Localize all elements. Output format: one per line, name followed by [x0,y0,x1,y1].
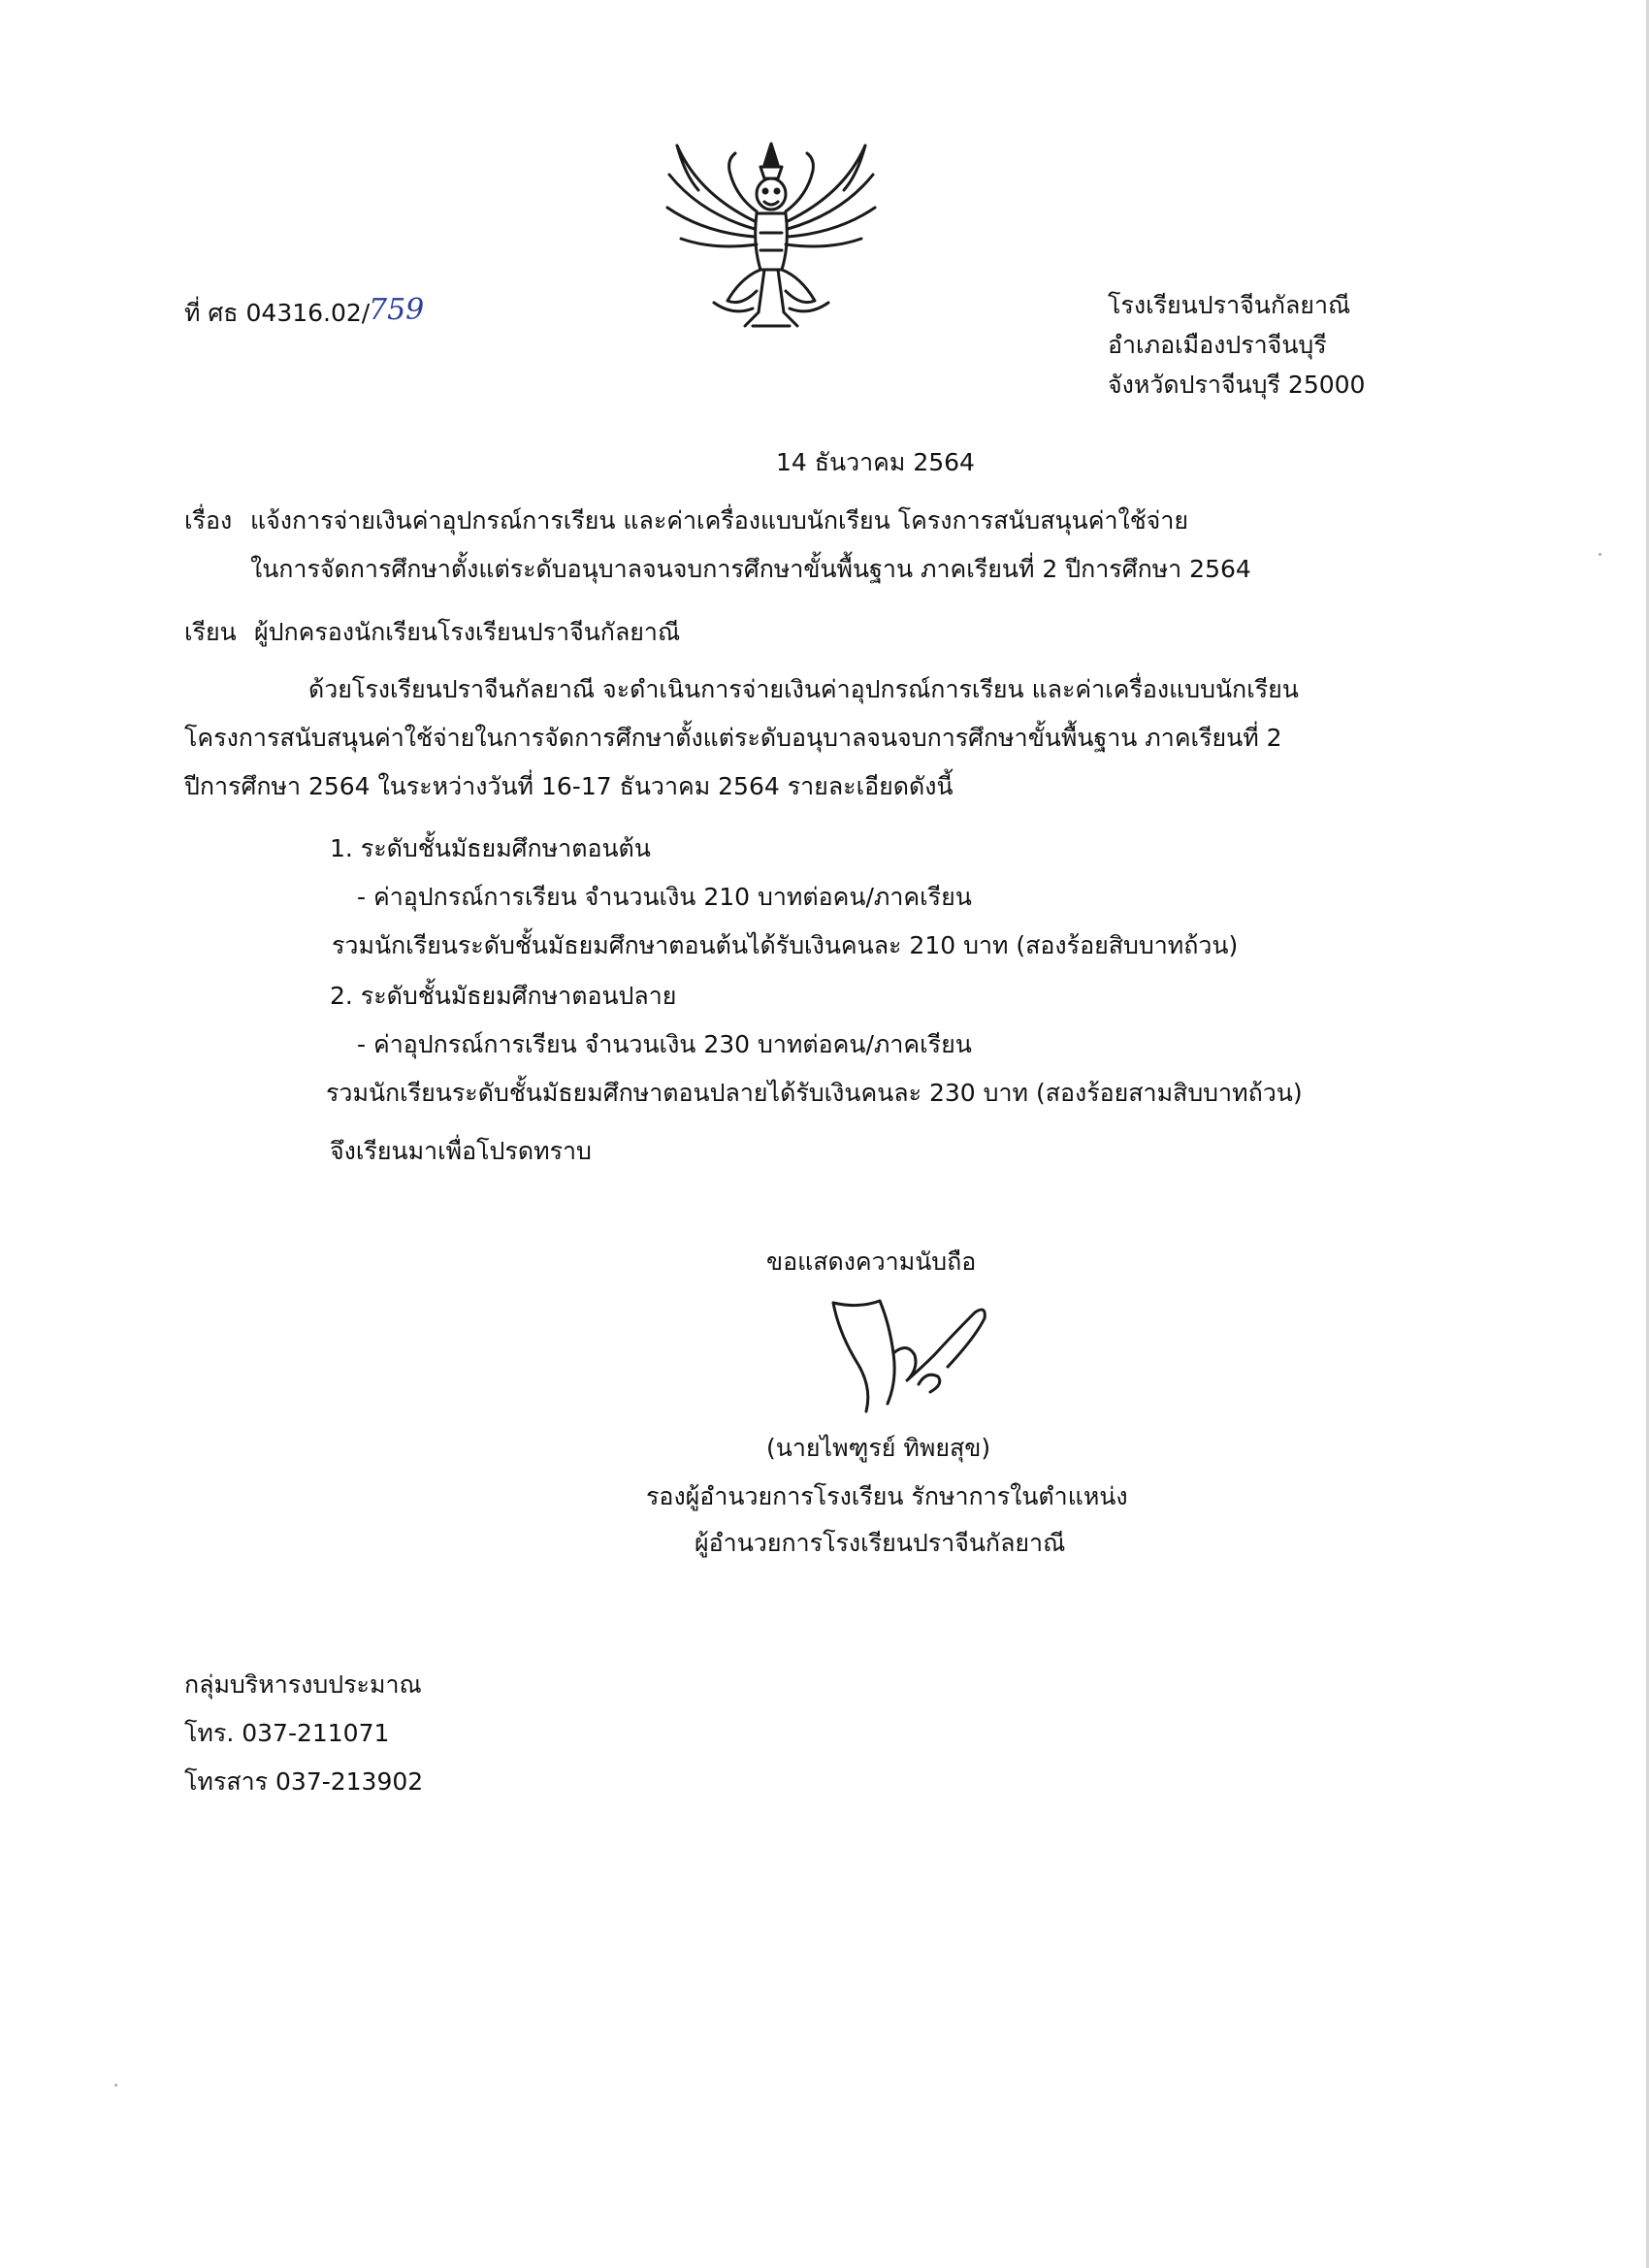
item-1-total: รวมนักเรียนระดับชั้นมัธยมศึกษาตอนต้นได้รับเงินคนละ 210 บาท (สองร้อยสิบบาทถ้วน) [332,931,1239,959]
school-address [1108,291,1365,410]
recipient-text: ผู้ปกครองนักเรียนโรงเรียนปราจีนกัลยาณี [254,618,681,646]
garuda-emblem [660,136,883,335]
school-name: โรงเรียนปราจีนกัลยาณี [1108,291,1351,319]
scan-speck [114,2084,117,2087]
reference-number: ที่ ศธ 04316.02/ [184,299,371,327]
footer-fax: โทรสาร 037-213902 [184,1767,424,1796]
item-2-title: 2. ระดับชั้นมัธยมศึกษาตอนปลาย [330,982,677,1010]
item-2-total: รวมนักเรียนระดับชั้นมัธยมศึกษาตอนปลายได้รับเงินคนละ 230 บาท (สองร้อยสามสิบบาทถ้วน) [326,1079,1303,1107]
footer-department: กลุ่มบริหารงบประมาณ [184,1670,422,1699]
item-2-detail: - ค่าอุปกรณ์การเรียน จำนวนเงิน 230 บาทต่อคน/ภาคเรียน [357,1030,972,1058]
signer-position-1: รองผู้อำนวยการโรงเรียน รักษาการในตำแหน่ง [646,1482,1128,1510]
item-1-detail: - ค่าอุปกรณ์การเรียน จำนวนเงิน 210 บาทต่อคน/ภาคเรียน [357,883,972,911]
signer-name: (นายไพฑูรย์ ทิพยสุข) [766,1434,991,1462]
closing-text: จึงเรียนมาเพื่อโปรดทราบ [330,1137,592,1165]
footer-phone: โทร. 037-211071 [184,1719,390,1747]
subject-line-1: แจ้งการจ่ายเงินค่าอุปกรณ์การเรียน และค่าเครื่องแบบนักเรียน โครงการสนับสนุนค่าใช้จ่าย [250,506,1189,535]
regards-text: ขอแสดงความนับถือ [766,1247,977,1276]
school-district: อำเภอเมืองปราจีนบุรี [1108,331,1327,359]
letter-date: 14 ธันวาคม 2564 [776,448,975,476]
body-line-2: โครงการสนับสนุนค่าใช้จ่ายในการจัดการศึกษาตั้งแต่ระดับอนุบาลจนจบการศึกษาขั้นพื้นฐาน ภาคเรียนที่ 2 [184,724,1282,752]
handwritten-signature [829,1295,994,1421]
scan-speck [1599,553,1601,556]
item-1-title: 1. ระดับชั้นมัธยมศึกษาตอนต้น [330,834,651,862]
subject-line-2: ในการจัดการศึกษาตั้งแต่ระดับอนุบาลจนจบการศึกษาขั้นพื้นฐาน ภาคเรียนที่ 2 ปีการศึกษา 2564 [250,555,1251,583]
body-line-3: ปีการศึกษา 2564 ในระหว่างวันที่ 16-17 ธันวาคม 2564 รายละเอียดดังนี้ [184,772,954,800]
signer-position-2: ผู้อำนวยการโรงเรียนปราจีนกัลยาณี [695,1529,1066,1557]
recipient-label: เรียน [184,618,237,646]
handwritten-reference: 759 [369,293,425,327]
school-province: จังหวัดปราจีนบุรี 25000 [1108,371,1366,399]
body-line-1: ด้วยโรงเรียนปราจีนกัลยาณี จะดำเนินการจ่ายเงินค่าอุปกรณ์การเรียน และค่าเครื่องแบบนักเรียน [308,675,1299,703]
subject-label: เรื่อง [184,506,233,535]
